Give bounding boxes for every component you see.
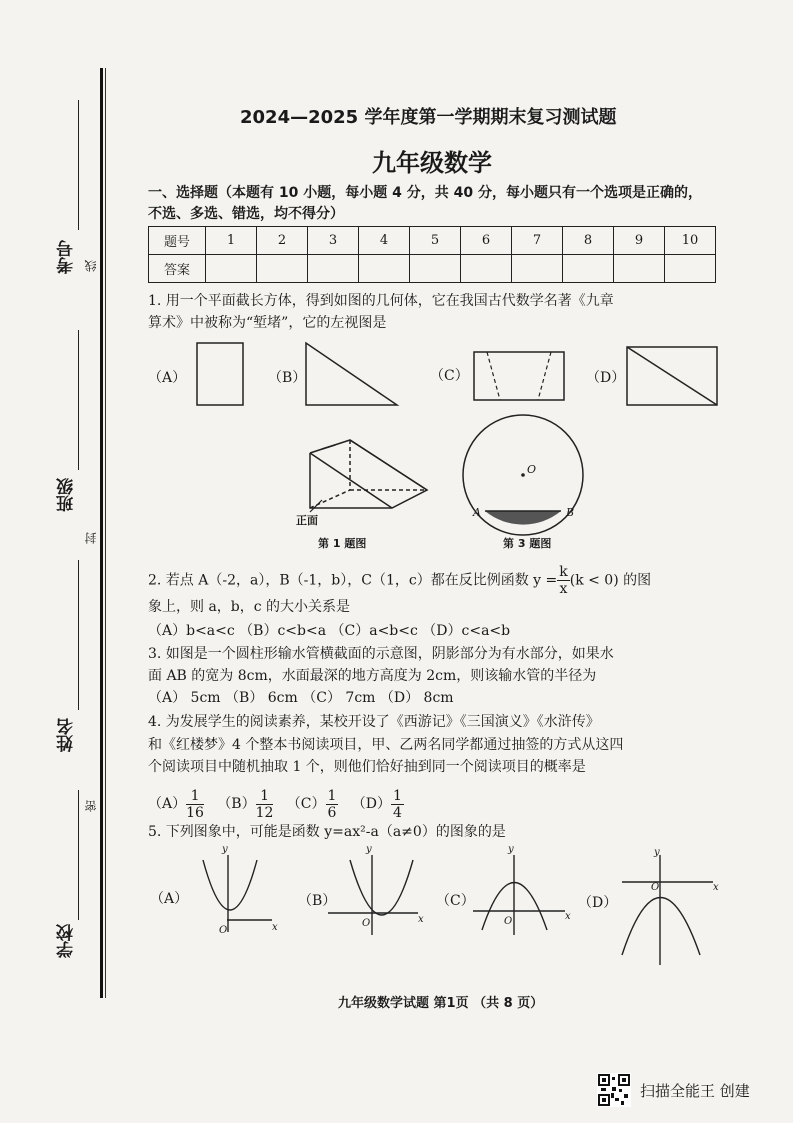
section1-heading-line2: 不选、多选、错选，均不得分） [148, 206, 344, 222]
q3-circle-figure [463, 415, 583, 535]
q1-option-d-diagonal [627, 347, 717, 405]
q5-b-origin: O [362, 918, 371, 929]
q4-option-a-num: 1 [186, 788, 204, 805]
q5-a-origin: O [219, 925, 228, 936]
q2-line1-pre: 2. 若点 A（-2，a），B（-1，b），C（1，c）都在反比例函数 y = [148, 572, 558, 589]
section1-heading-line1: 一、选择题（本题有 10 小题，每小题 4 分，共 40 分，每小题只有一个选项是正确的， [148, 185, 702, 201]
q2-frac-den: x [559, 581, 568, 597]
q2-line2: 象上，则 a，b，c 的大小关系是 [148, 599, 351, 615]
q4-option-c-num: 1 [327, 787, 337, 804]
q2-line1-post: (k < 0) 的图 [569, 572, 652, 589]
page-footer: 九年级数学试题 第1页 （共 8 页） [338, 996, 544, 1011]
seal-mark-seal: 封 [84, 532, 98, 544]
q4-option-d-fraction [391, 788, 404, 821]
q3-line2: 面 AB 的宽为 8cm，水面最深的地方高度为 2cm，则该输水管的半径为 [148, 668, 597, 684]
q4-option-c-den: 6 [327, 804, 337, 821]
q4-option-d-den: 4 [393, 804, 402, 821]
q1-line1: 1. 用一个平面截长方体，得到如图的几何体，它在我国古代数学名著《九章 [148, 293, 614, 309]
q1-option-a-label: （A） [148, 370, 187, 386]
question-number-cell: 9 [614, 227, 665, 255]
q5-option-d-label: （D） [578, 895, 618, 911]
q4-line1: 4. 为发展学生的阅读素养，某校开设了《西游记》《三国演义》《水浒传》 [148, 714, 600, 730]
q1-option-b-label: （B） [268, 370, 307, 386]
q1-option-c-dash-right [538, 352, 551, 400]
q4-option-c-fraction [326, 788, 339, 821]
q2-options: （A）b<a<c （B）c<b<a （C）a<b<c （D）c<a<b [148, 623, 511, 639]
q3-options: （A） 5cm （B） 6cm （C） 7cm （D） 8cm [148, 690, 454, 706]
exam-number-label: 考号 [57, 240, 77, 274]
q4-option-b-fraction [256, 788, 274, 821]
chord-b-label: B [566, 506, 575, 519]
question-number-cell: 10 [665, 227, 716, 255]
question-number-cell: 2 [257, 227, 308, 255]
exam-title: 2024—2025 学年度第一学期期末复习测试题 [240, 107, 617, 128]
fig3-caption: 第 3 题图 [503, 537, 552, 550]
q5-c-origin: O [504, 916, 513, 927]
q4-line3: 个阅读项目中随机抽取 1 个，则他们恰好抽到同一个阅读项目的概率是 [148, 759, 586, 775]
q4-option-b-num: 1 [256, 788, 274, 805]
q5-c-x-label: x [565, 911, 571, 922]
q5-a-x-label: x [272, 922, 278, 933]
qr-code-icon [597, 1073, 631, 1107]
subject-title: 九年级数学 [372, 149, 492, 177]
q5-c-y-label: y [508, 844, 514, 855]
class-label: 班级 [57, 478, 77, 512]
question-number-cell: 1 [206, 227, 257, 255]
q4-option-a-den: 16 [186, 804, 204, 821]
q1-option-a-figure [197, 343, 243, 405]
q4-option-a-fraction [186, 788, 204, 821]
q4-option-d-label: （D） [351, 796, 392, 812]
q1-option-d-label: （D） [586, 370, 626, 386]
question-number-cell: 6 [461, 227, 512, 255]
name-label: 姓名 [57, 718, 77, 752]
q5-line1: 5. 下列图象中，可能是函数 y=ax²-a（a≠0）的图象的是 [148, 824, 506, 840]
q5-option-a-label: （A） [150, 891, 189, 907]
q5-b-y-label: y [366, 844, 372, 855]
school-label: 学校 [57, 924, 77, 958]
question-number-cell: 8 [563, 227, 614, 255]
fig1-caption: 第 1 题图 [318, 537, 367, 550]
q3-line1: 3. 如图是一个圆柱形输水管横截面的示意图，阴影部分为有水部分，如果水 [148, 646, 614, 662]
q1-line2: 算术》中被称为“堑堵”，它的左视图是 [148, 315, 387, 331]
q5-d-origin: O [651, 882, 660, 893]
q4-option-a-label: （A） [148, 796, 187, 812]
question-number-cell: 4 [359, 227, 410, 255]
q1-option-c-figure [474, 352, 564, 400]
q1-option-b-figure [306, 343, 397, 405]
q5-d-y-label: y [654, 847, 660, 858]
scanner-watermark: 扫描全能王 创建 [640, 1082, 750, 1100]
question-number-cell: 5 [410, 227, 461, 255]
question-number-cell: 3 [308, 227, 359, 255]
q5-graph-c [473, 855, 565, 935]
row-label-number: 题号 [149, 227, 206, 255]
q5-option-b-label: （B） [298, 893, 337, 909]
seal-mark-secret: 密 [84, 800, 98, 812]
chord-a-label: A [473, 506, 481, 519]
q4-option-c-label: （C） [286, 796, 326, 812]
q1-solid-figure [310, 440, 427, 508]
q4-option-b-den: 12 [255, 804, 274, 821]
q5-b-x-label: x [418, 914, 424, 925]
q5-graph-a [203, 855, 272, 932]
question-number-cell: 7 [512, 227, 563, 255]
q4-line2: 和《红楼梦》4 个整本书阅读项目，甲、乙两名同学都通过抽签的方式从这四 [148, 737, 624, 753]
q5-graph-b [328, 855, 418, 935]
q1-option-c-label: （C） [430, 368, 469, 384]
q5-d-x-label: x [713, 882, 719, 893]
circle-center-label: O [527, 463, 537, 476]
front-label: 正面 [296, 514, 318, 527]
q4-option-b-label: （B） [217, 796, 256, 812]
q5-option-c-label: （C） [436, 893, 475, 909]
q5-a-y-label: y [222, 844, 228, 855]
q2-line1 [148, 564, 651, 597]
q2-fraction [557, 564, 569, 597]
row-label-answer: 答案 [149, 255, 206, 283]
seal-mark-line: 线 [84, 260, 98, 272]
q5-graph-d [622, 855, 713, 965]
q1-option-c-dash-left [487, 352, 500, 400]
q4-options [148, 786, 404, 822]
q4-option-d-num: 1 [393, 787, 402, 804]
q2-frac-num: k [559, 564, 568, 580]
